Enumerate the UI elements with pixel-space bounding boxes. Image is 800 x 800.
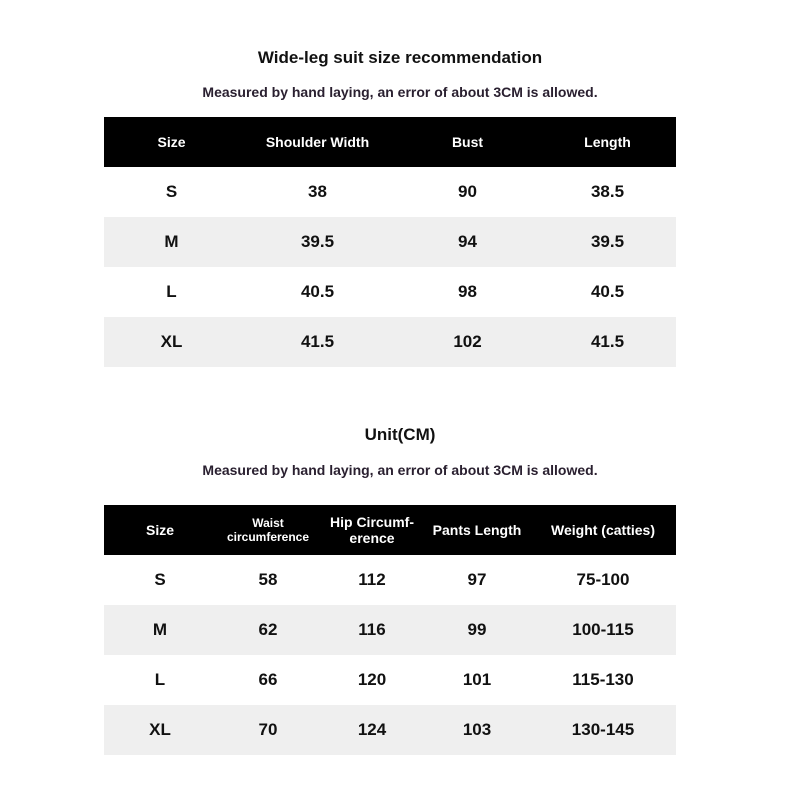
header-shoulder-width: Shoulder Width [239,117,396,167]
cell-weight: 130-145 [530,705,676,755]
table-row [104,317,676,367]
header-weight: Weight (catties) [530,505,676,555]
table-row [104,605,676,655]
cell-waist: 58 [258,570,278,589]
cell-length: 38.5 [590,182,625,201]
bottom-table-subtitle: Measured by hand laying, an error of about 3CM is allowed. [202,462,598,478]
cell-weight: 75-100 [576,570,630,589]
table-row [104,705,676,755]
cell-size: L [166,282,177,301]
cell-waist: 62 [216,605,320,655]
cell-shoulder-width: 39.5 [239,217,396,267]
table-row [104,655,676,705]
cell-bust: 98 [458,282,477,301]
table-row [104,217,676,267]
cell-weight: 100-115 [530,605,676,655]
bottom-size-table [104,505,676,755]
table-row [104,555,676,605]
cell-pants-length: 97 [467,570,487,589]
cell-pants-length: 101 [462,670,492,689]
cell-bust: 102 [396,317,539,367]
cell-size: XL [104,317,239,367]
cell-hip: 120 [357,670,387,689]
cell-size: S [154,570,166,589]
cell-hip: 124 [320,705,424,755]
top-table-title: Wide-leg suit size recommendation [257,48,543,67]
table-row [104,167,676,217]
cell-waist: 66 [258,670,278,689]
header-length: Length [539,117,676,167]
bottom-table-unit-title: Unit(CM) [364,425,436,444]
top-size-table [104,117,676,367]
cell-size: S [165,182,178,201]
cell-length: 40.5 [590,282,625,301]
cell-size: M [104,217,239,267]
cell-bust: 94 [396,217,539,267]
cell-size: XL [104,705,216,755]
cell-pants-length: 103 [424,705,530,755]
cell-shoulder-width: 41.5 [239,317,396,367]
top-table-subtitle: Measured by hand laying, an error of about 3CM is allowed. [202,84,598,100]
cell-shoulder-width: 40.5 [300,282,335,301]
cell-waist: 70 [216,705,320,755]
cell-hip: 116 [320,605,424,655]
cell-size: L [154,670,166,689]
header-pants-length: Pants Length [424,505,530,555]
cell-weight: 115-130 [572,670,634,689]
cell-pants-length: 99 [424,605,530,655]
cell-size: M [104,605,216,655]
cell-bust: 90 [458,182,477,201]
header-bust: Bust [396,117,539,167]
cell-length: 39.5 [539,217,676,267]
table-row [104,267,676,317]
cell-shoulder-width: 38 [308,182,327,201]
header-size: Size [104,505,216,555]
header-size: Size [104,117,239,167]
header-waist: Waist circumference [216,505,320,555]
cell-length: 41.5 [539,317,676,367]
cell-hip: 112 [358,570,386,589]
header-hip: Hip Circumf- erence [320,505,424,555]
header-row [104,505,676,555]
header-row [104,117,676,167]
